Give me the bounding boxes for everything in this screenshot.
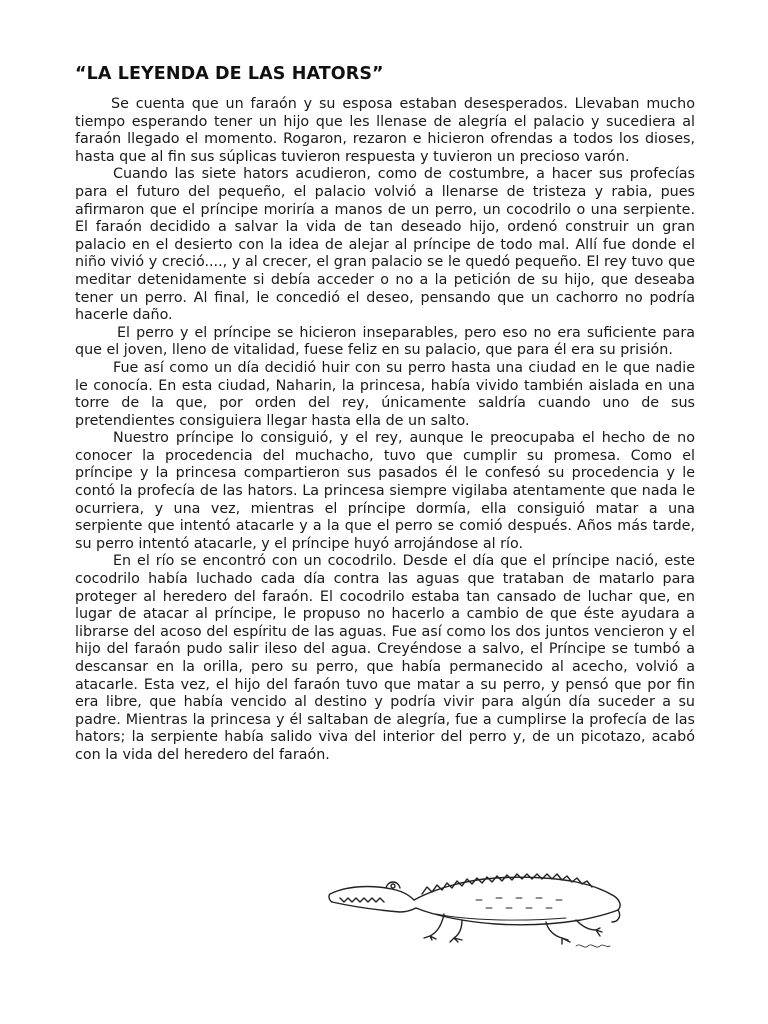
document-page <box>75 64 695 765</box>
document-title: “LA LEYENDA DE LAS HATORS” <box>75 64 384 84</box>
paragraph-3: El perro y el príncipe se hicieron inseparables, pero eso no era suficiente para que el joven, lleno de vitalidad, fuese feliz en su palacio, que para él era su prisión. <box>75 324 695 359</box>
paragraph-6: En el río se encontró con un cocodrilo. Desde el día que el príncipe nació, este cocodrilo había luchado cada día contra las aguas que trataban de matarlo para proteger al heredero del faraón. El cocodrilo estaba tan cansado de luchar que, en lugar de atacar al príncipe, le propuso no hacerlo a cambio de que éste ayudara a librarse del acoso del espíritu de las aguas. Fue así como los dos juntos vencieron y el hijo del faraón pudo salir ileso del agua. Creyéndose a salvo, el Príncipe se tumbó a descansar en la orilla, pero su perro, que había permanecido al acecho, volvió a atacarle. Esta vez, el hijo del faraón tuvo que matar a su perro, y pensó que por fin era libre, que había vencido al destino y podría vivir para algún día suceder a su padre. Mientras la princesa y él saltaban de alegría, fue a cumplirse la profecía de las hators; la serpiente había salido viva del interior del perro y, de un picotazo, acabó con la vida del heredero del faraón. <box>75 553 695 763</box>
paragraph-5: Nuestro príncipe lo consiguió, y el rey, aunque le preocupaba el hecho de no conocer la procedencia del muchacho, tuvo que cumplir su promesa. Como el príncipe y la princesa compartieron sus pasados él le confesó su procedencia y le contó la profecía de las hators. La princesa siempre vigilaba atentamente que nada le ocurriera, y una vez, mientras el príncipe dormía, ella consiguió matar a una serpiente que intentó atacarle y a la que el perro se comió después. Años más tarde, su perro intentó atacarle, y el príncipe huyó arrojándose al río. <box>75 430 695 552</box>
crocodile-illustration-icon <box>326 850 626 954</box>
story-body <box>75 96 695 765</box>
paragraph-2: Cuando las siete hators acudieron, como de costumbre, a hacer sus profecías para el futuro del pequeño, el palacio volvió a llenarse de tristeza y rabia, pues afirmaron que el príncipe moriría a manos de un perro, un cocodrilo o una serpiente. El faraón decidido a salvar la vida de tan deseado hijo, ordenó construir un gran palacio en el desierto con la idea de alejar al príncipe de todo mal. Allí fue donde el niño vivió y creció...., y al crecer, el gran palacio se le quedó pequeño. El rey tuvo que meditar detenidamente si debía acceder o no a la petición de su hijo, que deseaba tener un perro. Al final, le concedió el deseo, pensando que un cachorro no podría hacerle daño. <box>75 166 695 324</box>
paragraph-1: Se cuenta que un faraón y su esposa estaban desesperados. Llevaban mucho tiempo esperando tener un hijo que les llenase de alegría el palacio y sucediera al faraón llegado el momento. Rogaron, rezaron e hicieron ofrendas a todos los dioses, hasta que al fin sus súplicas tuvieron respuesta y tuvieron un precioso varón. <box>75 96 695 165</box>
paragraph-4: Fue así como un día decidió huir con su perro hasta una ciudad en le que nadie le conocía. En esta ciudad, Naharin, la princesa, había vivido también aislada en una torre de la que, por orden del rey, únicamente saldría cuando uno de sus pretendientes consiguiera llegar hasta ella de un salto. <box>75 359 695 429</box>
